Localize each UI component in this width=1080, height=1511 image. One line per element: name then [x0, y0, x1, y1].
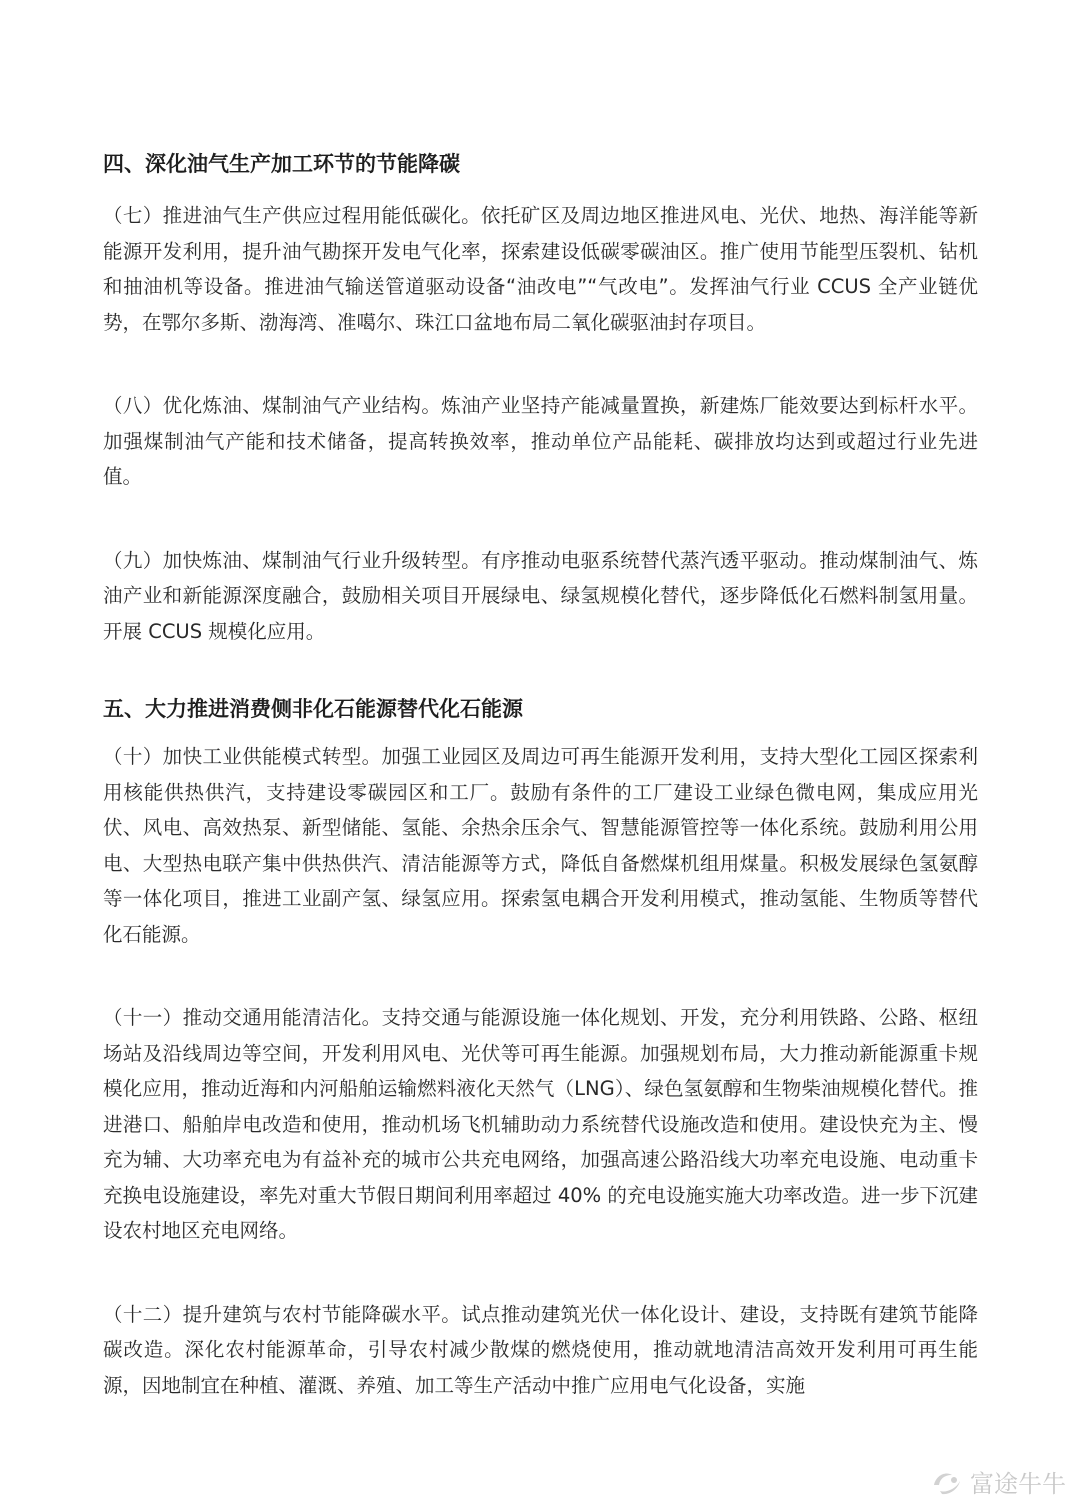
- paragraph-9: （九）加快炼油、煤制油气行业升级转型。有序推动电驱系统替代蒸汽透平驱动。推动煤制油气、炼油产业和新能源深度融合，鼓励相关项目开展绿电、绿氢规模化替代，逐步降低化石燃料制氢用量。开展 CCUS 规模化应用。: [103, 548, 978, 643]
- watermark-text: 富途牛牛: [970, 1470, 1066, 1498]
- section-heading: 四、深化油气生产加工环节的节能降碳: [103, 152, 460, 176]
- futu-logo-icon: [930, 1467, 964, 1497]
- paragraph-10: （十）加快工业供能模式转型。加强工业园区及周边可再生能源开发利用，支持大型化工园区探索利用核能供热供汽，支持建设零碳园区和工厂。鼓励有条件的工厂建设工业绿色微电网，集成应用光伏、风电、高效热泵、新型储能、氢能、余热余压余气、智慧能源管控等一体化系统。鼓励利用公用电、大型热电联产集中供热供汽、清洁能源等方式，降低自备燃煤机组用煤量。积极发展绿色氢氨醇等一体化项目，推进工业副产氢、绿氢应用。探索氢电耦合开发利用模式，推动氢能、生物质等替代化石能源。: [103, 745, 978, 946]
- paragraph-8: （八）优化炼油、煤制油气产业结构。炼油产业坚持产能减量置换，新建炼厂能效要达到标杆水平。加强煤制油气产能和技术储备，提高转换效率，推动单位产品能耗、碳排放均达到或超过行业先进值。: [103, 394, 978, 488]
- paragraph-7: （七）推进油气生产供应过程用能低碳化。依托矿区及周边地区推进风电、光伏、地热、海洋能等新能源开发利用，提升油气勘探开发电气化率，探索建设低碳零碳油区。推广使用节能型压裂机、钻机和抽油机等设备。推进油气输送管道驱动设备“油改电”“气改电”。发挥油气行业 CCUS 全产业链优势，在鄂尔多斯、渤海湾、准噶尔、珠江口盆地布局二氧化碳驱油封存项目。: [103, 204, 978, 334]
- watermark: [930, 1464, 1066, 1499]
- paragraph-11: （十一）推动交通用能清洁化。支持交通与能源设施一体化规划、开发，充分利用铁路、公路、枢纽场站及沿线周边等空间，开发利用风电、光伏等可再生能源。加强规划布局，大力推动新能源重卡规模化应用，推动近海和内河船舶运输燃料液化天然气（LNG）、绿色氢氨醇和生物柴油规模化替代。推进港口、船舶岸电改造和使用，推动机场飞机辅助动力系统替代设施改造和使用。建设快充为主、慢充为辅、大功率充电为有益补充的城市公共充电网络，加强高速公路沿线大功率充电设施、电动重卡充换电设施建设，率先对重大节假日期间利用率超过 40% 的充电设施实施大功率改造。进一步下沉建设农村地区充电网络。: [103, 1006, 978, 1242]
- document-body: [103, 146, 978, 1403]
- paragraph-12: （十二）提升建筑与农村节能降碳水平。试点推动建筑光伏一体化设计、建设，支持既有建筑节能降碳改造。深化农村能源革命，引导农村减少散煤的燃烧使用，推动就地清洁高效开发利用可再生能源，因地制宜在种植、灌溉、养殖、加工等生产活动中推广应用电气化设备，实施: [103, 1302, 978, 1397]
- section-heading: 五、大力推进消费侧非化石能源替代化石能源: [103, 697, 523, 721]
